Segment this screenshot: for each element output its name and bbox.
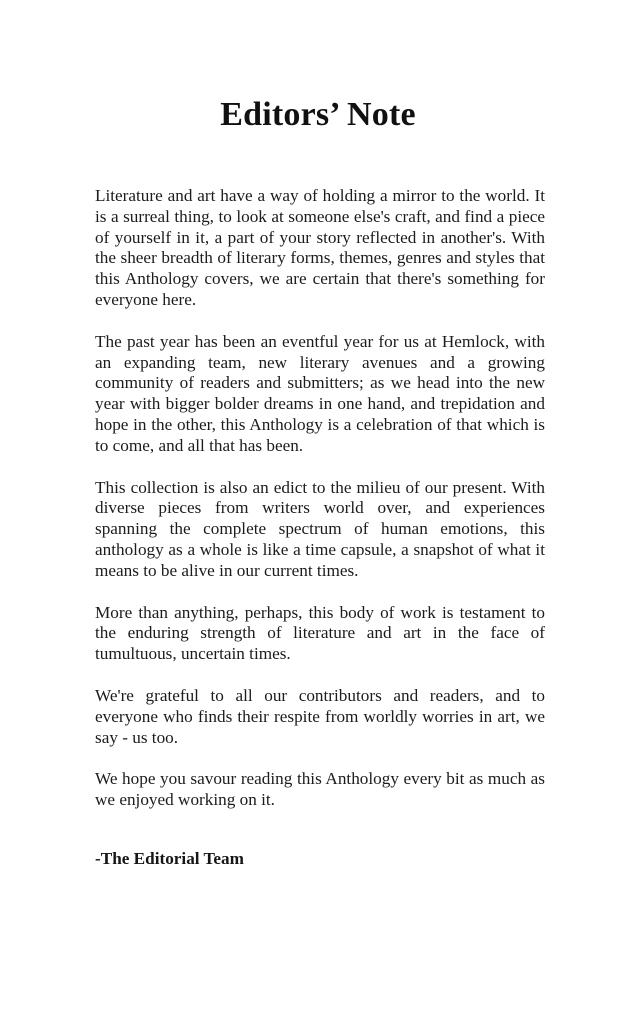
- note-body: [95, 186, 545, 832]
- paragraph-closing: We hope you savour reading this Anthology every bit as much as we enjoyed working on it.: [95, 769, 545, 810]
- paragraph-collection: This collection is also an edict to the milieu of our present. With diverse pieces from writers world over, and experiences spanning the complete spectrum of human emotions, this anthology as a whole is like a time capsule, a snapshot of what it means to be alive in our current times.: [95, 477, 545, 580]
- paragraph-past-year: The past year has been an eventful year for us at Hemlock, with an expanding team, new literary avenues and a growing community of readers and submitters; as we head into the new year with bigger bolder dreams in one hand, and trepidation and hope in the other, this Anthology is a celebration of that which is to come, and all that has been.: [95, 331, 545, 455]
- paragraph-intro: Literature and art have a way of holding a mirror to the world. It is a surreal thing, to look at someone else's craft, and find a piece of yourself in it, a part of your story reflected in another's. With the sheer breadth of literary forms, themes, genres and styles that this Anthology covers, we are certain that there's something for everyone here.: [95, 186, 545, 309]
- page-title: Editors’ Note: [220, 96, 416, 133]
- paragraph-gratitude: We're grateful to all our contributors and readers, and to everyone who finds their respite from worldly worries in art, we say - us too.: [95, 685, 545, 747]
- signature: -The Editorial Team: [95, 849, 244, 868]
- paragraph-testament: More than anything, perhaps, this body of work is testament to the enduring strength of literature and art in the face of tumultuous, uncertain times.: [95, 602, 545, 664]
